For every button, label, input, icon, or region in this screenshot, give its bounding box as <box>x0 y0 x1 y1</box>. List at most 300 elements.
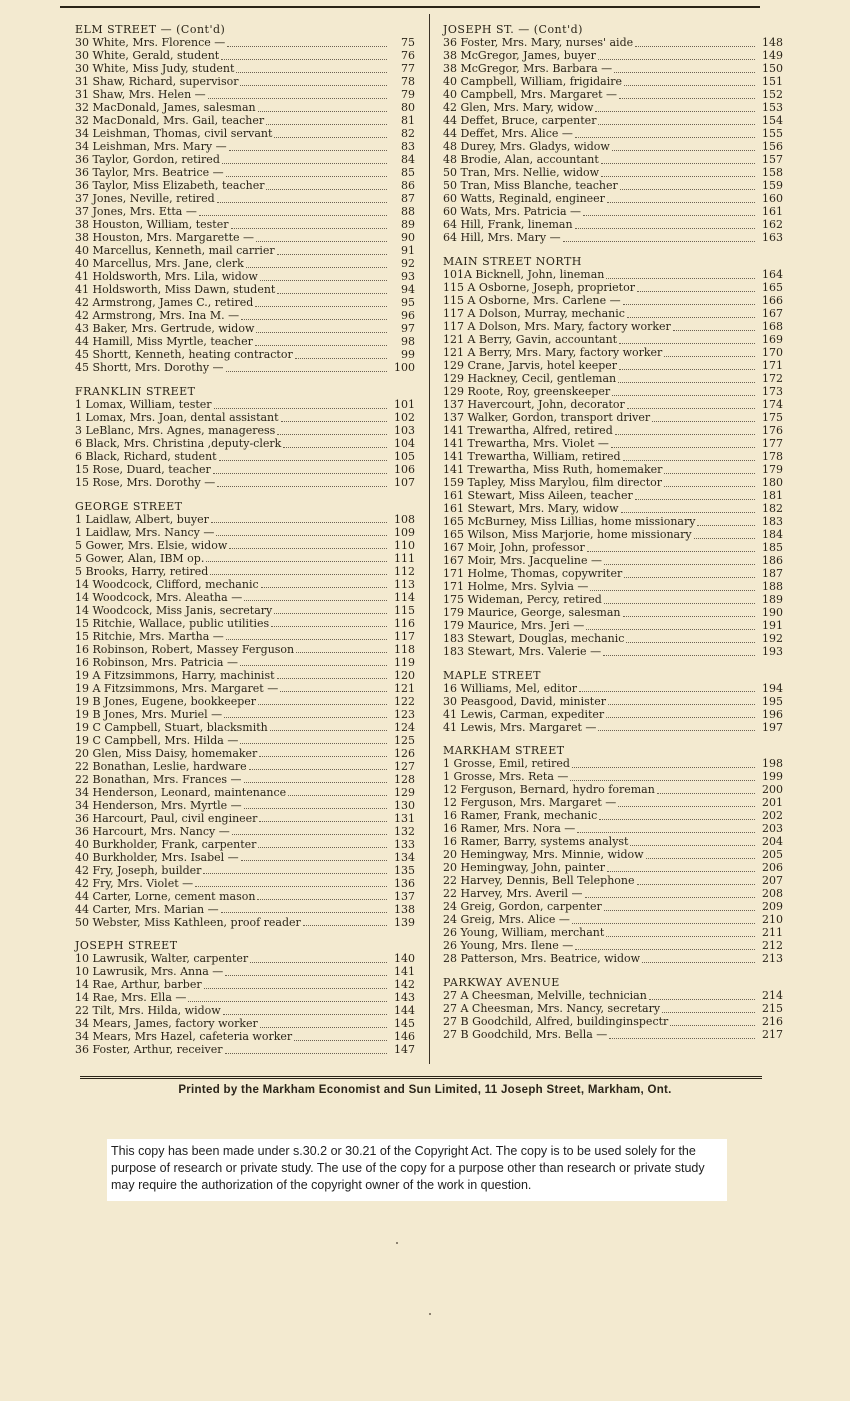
entry-name: 1 Laidlaw, Albert, buyer <box>75 513 209 526</box>
directory-entry <box>75 154 415 167</box>
entry-number: 155 <box>762 127 783 140</box>
entry-name: 14 Woodcock, Miss Janis, secretary <box>75 604 273 617</box>
dot-leader <box>620 180 755 190</box>
entry-name: 42 Armstrong, Mrs. Ina M. — <box>75 310 240 322</box>
directory-entry <box>75 258 415 271</box>
directory-entry <box>75 336 415 349</box>
directory-entry <box>75 451 415 464</box>
entry-number: 210 <box>762 913 783 927</box>
dot-leader <box>583 206 755 216</box>
directory-entry <box>75 773 415 786</box>
entry-number: 197 <box>762 720 783 734</box>
dot-leader <box>266 115 387 125</box>
entry-name: 48 Brodie, Alan, accountant <box>443 154 599 166</box>
entry-number: 90 <box>401 231 415 244</box>
dot-leader <box>563 232 755 242</box>
entry-name: 179 Maurice, Mrs. Jeri — <box>443 619 585 632</box>
entry-name: 159 Tapley, Miss Marylou, film director <box>443 476 663 489</box>
dot-leader <box>673 321 755 331</box>
entry-name: 5 Gower, Alan, IBM op. <box>75 552 205 565</box>
entry-name: 19 A Fitzsimmons, Mrs. Margaret — <box>75 682 279 695</box>
entry-number: 97 <box>401 322 415 335</box>
entry-number: 151 <box>762 75 783 88</box>
entry-number: 112 <box>394 564 415 578</box>
entry-number: 206 <box>762 861 783 875</box>
dot-leader <box>624 568 755 578</box>
street-section <box>443 977 783 1042</box>
directory-entry <box>75 578 415 591</box>
entry-number: 199 <box>762 770 783 784</box>
dot-leader <box>258 838 387 848</box>
entry-name: 60 Watts, Reginald, engineer <box>443 193 605 205</box>
dot-leader <box>697 516 755 526</box>
entry-number: 178 <box>762 449 783 463</box>
entry-number: 99 <box>401 348 415 361</box>
dot-leader <box>604 555 755 565</box>
entry-number: 174 <box>762 397 783 411</box>
directory-entry <box>75 232 415 245</box>
dot-leader <box>225 1044 387 1054</box>
directory-entry <box>75 477 415 490</box>
entry-name: 50 Tran, Mrs. Nellie, widow <box>443 167 600 179</box>
directory-entry <box>443 180 783 193</box>
dot-leader <box>257 890 387 900</box>
entry-number: 149 <box>762 49 783 62</box>
dot-leader <box>217 193 387 203</box>
dot-leader <box>271 617 387 627</box>
entry-number: 145 <box>394 1017 415 1031</box>
entry-name: 115 A Osborne, Mrs. Carlene — <box>443 294 621 307</box>
entry-name: 27 A Cheesman, Melville, technician <box>443 990 647 1003</box>
directory-entry <box>443 810 783 823</box>
entry-name: 16 Ramer, Frank, mechanic <box>443 810 598 823</box>
directory-entry <box>443 128 783 141</box>
dot-leader <box>255 336 387 346</box>
directory-entry <box>443 76 783 89</box>
entry-name: 167 Moir, John, professor <box>443 541 585 554</box>
dot-leader <box>288 786 387 796</box>
dot-leader <box>607 193 755 203</box>
entry-number: 119 <box>394 655 415 669</box>
dot-leader <box>277 669 387 679</box>
directory-entry <box>75 812 415 825</box>
entry-number: 76 <box>401 49 415 62</box>
dot-leader <box>575 128 755 138</box>
directory-entry <box>75 219 415 232</box>
dot-leader <box>664 347 755 357</box>
dot-leader <box>601 167 755 177</box>
directory-entry <box>75 193 415 206</box>
entry-name: 27 A Cheesman, Mrs. Nancy, secretary <box>443 1003 661 1016</box>
directory-entry <box>443 823 783 836</box>
dot-leader <box>277 425 387 435</box>
dot-leader <box>249 760 387 770</box>
entry-name: 167 Moir, Mrs. Jacqueline — <box>443 554 602 567</box>
directory-entry <box>75 539 415 552</box>
directory-entry <box>443 451 783 464</box>
directory-entry <box>443 269 783 282</box>
entry-name: 41 Holdsworth, Miss Dawn, student <box>75 284 276 296</box>
dot-leader <box>577 823 755 833</box>
directory-entry <box>443 386 783 399</box>
footer-rule-bottom <box>80 1078 762 1079</box>
dot-leader <box>615 425 755 435</box>
entry-name: 22 Bonathan, Mrs. Frances — <box>75 773 242 786</box>
entry-number: 171 <box>762 358 783 372</box>
dot-leader <box>599 810 755 820</box>
entry-number: 166 <box>762 293 783 307</box>
dot-leader <box>199 206 387 216</box>
entry-name: 50 Tran, Miss Blanche, teacher <box>443 180 618 192</box>
entry-number: 125 <box>394 733 415 747</box>
entry-number: 182 <box>762 501 783 515</box>
entry-number: 102 <box>394 410 415 424</box>
directory-entry <box>75 786 415 799</box>
entry-name: 1 Laidlaw, Mrs. Nancy — <box>75 526 215 539</box>
entry-number: 169 <box>762 332 783 346</box>
entry-name: 30 Peasgood, David, minister <box>443 695 606 708</box>
entry-name: 137 Havercourt, John, decorator <box>443 398 625 411</box>
directory-entry <box>443 633 783 646</box>
entry-name: 44 Deffet, Bruce, carpenter <box>443 115 597 127</box>
directory-entry <box>443 516 783 529</box>
entry-name: 40 Campbell, Mrs. Margaret — <box>443 89 618 101</box>
directory-entry <box>443 321 783 334</box>
entry-name: 12 Ferguson, Mrs. Margaret — <box>443 797 617 810</box>
entry-name: 36 Foster, Arthur, receiver <box>75 1044 223 1057</box>
dot-leader <box>225 966 387 976</box>
entry-number: 164 <box>762 267 783 281</box>
entry-number: 146 <box>394 1030 415 1044</box>
directory-entry <box>75 916 415 929</box>
dot-leader <box>277 245 387 255</box>
entry-number: 161 <box>762 205 783 218</box>
entry-name: 40 Marcellus, Mrs. Jane, clerk <box>75 258 244 270</box>
entry-number: 86 <box>401 179 415 192</box>
dot-leader <box>240 76 387 86</box>
entry-name: 36 Foster, Mrs. Mary, nurses' aide <box>443 37 634 49</box>
directory-entry <box>75 89 415 102</box>
entry-name: 42 Glen, Mrs. Mary, widow <box>443 102 594 114</box>
directory-entry <box>443 888 783 901</box>
dot-leader <box>630 836 755 846</box>
dot-leader <box>224 708 387 718</box>
entry-name: 36 Taylor, Gordon, retired <box>75 154 220 166</box>
dot-leader <box>250 953 387 963</box>
dot-leader <box>604 594 755 604</box>
entry-name: 28 Patterson, Mrs. Beatrice, widow <box>443 953 641 966</box>
entry-name: 19 C Campbell, Mrs. Hilda — <box>75 734 239 747</box>
directory-entry <box>443 37 783 50</box>
entry-name: 34 Leishman, Mrs. Mary — <box>75 141 227 153</box>
street-heading: GEORGE STREET <box>75 499 183 513</box>
entry-number: 103 <box>394 423 415 437</box>
directory-entry <box>75 76 415 89</box>
entry-name: 22 Harvey, Mrs. Averil — <box>443 888 583 901</box>
entry-name: 41 Holdsworth, Mrs. Lila, widow <box>75 271 258 283</box>
directory-entry <box>443 849 783 862</box>
directory-entry <box>443 771 783 784</box>
directory-entry <box>75 617 415 630</box>
directory-entry <box>75 425 415 438</box>
entry-number: 170 <box>762 345 783 359</box>
directory-entry <box>443 373 783 386</box>
entry-number: 81 <box>401 114 415 127</box>
street-heading: PARKWAY AVENUE <box>443 976 560 990</box>
directory-entry <box>75 1044 415 1057</box>
entry-number: 180 <box>762 475 783 489</box>
entry-name: 36 Harcourt, Mrs. Nancy — <box>75 825 230 838</box>
street-section <box>75 24 415 375</box>
street-section <box>443 256 783 659</box>
entry-name: 37 Jones, Neville, retired <box>75 193 215 205</box>
entry-name: 5 Gower, Mrs. Elsie, widow <box>75 539 228 552</box>
entry-number: 173 <box>762 384 783 398</box>
entry-number: 115 <box>394 603 415 617</box>
directory-entry <box>75 565 415 578</box>
entry-name: 40 Burkholder, Frank, carpenter <box>75 838 257 851</box>
entry-name: 141 Trewartha, William, retired <box>443 450 621 463</box>
dot-leader <box>606 269 755 279</box>
entry-number: 78 <box>401 75 415 88</box>
dot-leader <box>585 888 755 898</box>
directory-entry <box>75 115 415 128</box>
top-rule <box>60 6 760 8</box>
dot-leader <box>221 903 387 913</box>
entry-name: 14 Woodcock, Mrs. Aleatha — <box>75 591 243 604</box>
entry-name: 38 McGregor, James, buyer <box>443 50 596 62</box>
entry-number: 191 <box>762 618 783 632</box>
entry-name: 44 Deffet, Mrs. Alice — <box>443 128 573 140</box>
dot-leader <box>614 63 755 73</box>
entry-name: 50 Webster, Miss Kathleen, proof reader <box>75 916 301 929</box>
entry-number: 188 <box>762 579 783 593</box>
dot-leader <box>664 477 755 487</box>
entry-number: 109 <box>394 525 415 539</box>
entry-number: 194 <box>762 681 783 695</box>
dot-leader <box>261 578 387 588</box>
entry-name: 36 Taylor, Mrs. Beatrice — <box>75 167 224 179</box>
dot-leader <box>216 526 387 536</box>
entry-name: 141 Trewartha, Mrs. Violet — <box>443 437 609 450</box>
directory-entry <box>443 990 783 1003</box>
dot-leader <box>296 643 387 653</box>
dot-leader <box>217 477 387 487</box>
entry-name: 41 Lewis, Mrs. Margaret — <box>443 721 597 734</box>
dot-leader <box>259 747 387 757</box>
entry-name: 42 Fry, Mrs. Violet — <box>75 877 194 890</box>
dot-leader <box>572 758 755 768</box>
directory-entry <box>443 901 783 914</box>
directory-entry <box>443 646 783 659</box>
entry-name: 24 Greig, Mrs. Alice — <box>443 914 570 927</box>
dot-leader <box>598 115 755 125</box>
dot-leader <box>694 529 755 539</box>
entry-number: 167 <box>762 306 783 320</box>
entry-number: 110 <box>394 538 415 552</box>
directory-entry <box>75 721 415 734</box>
dot-leader <box>258 102 387 112</box>
dot-leader <box>598 721 755 731</box>
directory-entry <box>75 890 415 903</box>
entry-name: 141 Trewartha, Miss Ruth, homemaker <box>443 463 663 476</box>
dot-leader <box>283 438 387 448</box>
dot-leader <box>586 620 755 630</box>
dot-leader <box>229 141 387 151</box>
directory-entry <box>443 141 783 154</box>
entry-number: 95 <box>401 296 415 309</box>
entry-name: 19 B Jones, Eugene, bookkeeper <box>75 695 257 708</box>
directory-entry <box>443 63 783 76</box>
dot-leader <box>219 451 387 461</box>
entry-name: 32 MacDonald, James, salesman <box>75 102 256 114</box>
entry-number: 189 <box>762 592 783 606</box>
entry-number: 195 <box>762 694 783 708</box>
entry-name: 12 Ferguson, Bernard, hydro foreman <box>443 784 655 797</box>
entry-number: 214 <box>762 989 783 1003</box>
entry-name: 48 Durey, Mrs. Gladys, widow <box>443 141 610 153</box>
street-section <box>443 745 783 966</box>
entry-name: 27 B Goodchild, Alfred, buildinginspectr <box>443 1016 669 1029</box>
entry-name: 38 Houston, William, tester <box>75 219 229 231</box>
entry-name: 117 A Dolson, Murray, mechanic <box>443 307 625 320</box>
entry-name: 129 Hackney, Cecil, gentleman <box>443 372 617 385</box>
directory-entry <box>75 734 415 747</box>
dot-leader <box>607 862 755 872</box>
dot-leader <box>606 708 755 718</box>
directory-entry <box>75 669 415 682</box>
directory-entry <box>443 167 783 180</box>
dot-leader <box>259 812 387 822</box>
entry-name: 64 Hill, Frank, lineman <box>443 219 573 231</box>
directory-entry <box>443 308 783 321</box>
directory-entry <box>443 503 783 516</box>
dot-leader <box>579 682 755 692</box>
dot-leader <box>590 581 755 591</box>
entry-name: 34 Henderson, Leonard, maintenance <box>75 786 287 799</box>
directory-entry <box>75 245 415 258</box>
paper-speck <box>429 1313 431 1315</box>
directory-entry <box>75 760 415 773</box>
directory-entry <box>443 464 783 477</box>
entry-name: 26 Young, William, merchant <box>443 927 605 940</box>
entry-name: 22 Harvey, Dennis, Bell Telephone <box>443 875 635 888</box>
dot-leader <box>206 552 387 562</box>
directory-entry <box>75 708 415 721</box>
entry-number: 216 <box>762 1015 783 1029</box>
entry-number: 85 <box>401 166 415 179</box>
dot-leader <box>229 539 387 549</box>
entry-name: 16 Ramer, Barry, systems analyst <box>443 836 629 849</box>
entry-number: 203 <box>762 822 783 836</box>
dot-leader <box>232 825 387 835</box>
entry-name: 45 Shortt, Mrs. Dorothy — <box>75 362 224 374</box>
directory-entry <box>443 438 783 451</box>
entry-number: 153 <box>762 101 783 114</box>
directory-entry <box>443 1003 783 1016</box>
entry-name: 175 Wideman, Percy, retired <box>443 593 602 606</box>
directory-entry <box>443 875 783 888</box>
entry-number: 202 <box>762 809 783 823</box>
dot-leader <box>260 271 387 281</box>
dot-leader <box>570 771 755 781</box>
entry-name: 1 Lomax, William, tester <box>75 398 212 411</box>
entry-number: 136 <box>394 876 415 890</box>
entry-number: 168 <box>762 319 783 333</box>
directory-entry <box>443 581 783 594</box>
dot-leader <box>195 877 387 887</box>
dot-leader <box>619 360 755 370</box>
entry-number: 129 <box>394 785 415 799</box>
entry-name: 30 White, Miss Judy, student <box>75 63 235 75</box>
directory-entry <box>75 513 415 526</box>
directory-entry <box>75 992 415 1005</box>
dot-leader <box>635 37 755 47</box>
entry-number: 84 <box>401 153 415 166</box>
dot-leader <box>657 784 755 794</box>
entry-number: 177 <box>762 436 783 450</box>
entry-name: 20 Hemingway, John, painter <box>443 862 605 875</box>
directory-entry <box>75 206 415 219</box>
directory-entry <box>443 708 783 721</box>
entry-name: 19 A Fitzsimmons, Harry, machinist <box>75 669 275 682</box>
directory-entry <box>75 851 415 864</box>
dot-leader <box>604 901 755 911</box>
entry-number: 200 <box>762 783 783 797</box>
dot-leader <box>662 1003 755 1013</box>
entry-name: 101A Bicknell, John, lineman <box>443 268 605 281</box>
dot-leader <box>295 349 387 359</box>
dot-leader <box>255 297 387 307</box>
directory-entry <box>75 297 415 310</box>
entry-number: 91 <box>401 244 415 257</box>
dot-leader <box>623 451 755 461</box>
dot-leader <box>211 513 387 523</box>
dot-leader <box>221 50 387 60</box>
dot-leader <box>210 565 387 575</box>
entry-name: 14 Woodcock, Clifford, mechanic <box>75 578 259 591</box>
street-section <box>443 24 783 245</box>
printer-credit: Printed by the Markham Economist and Sun Limited, 11 Joseph Street, Markham, Ont. <box>178 1084 672 1096</box>
directory-entry <box>75 412 415 425</box>
entry-number: 201 <box>762 796 783 810</box>
dot-leader <box>256 232 387 242</box>
dot-leader <box>244 591 387 601</box>
directory-entry <box>443 927 783 940</box>
entry-name: 171 Holme, Mrs. Sylvia — <box>443 580 589 593</box>
entry-number: 135 <box>394 863 415 877</box>
entry-number: 175 <box>762 410 783 424</box>
entry-name: 30 White, Mrs. Florence — <box>75 37 226 49</box>
dot-leader <box>627 399 755 409</box>
directory-entry <box>443 940 783 953</box>
entry-number: 156 <box>762 140 783 153</box>
entry-number: 111 <box>394 551 415 565</box>
dot-leader <box>626 633 755 643</box>
directory-entry <box>443 115 783 128</box>
entry-number: 193 <box>762 644 783 658</box>
entry-name: 32 MacDonald, Mrs. Gail, teacher <box>75 115 265 127</box>
entry-name: 137 Walker, Gordon, transport driver <box>443 411 651 424</box>
entry-number: 181 <box>762 488 783 502</box>
entry-number: 141 <box>394 965 415 979</box>
dot-leader <box>270 721 387 731</box>
directory-entry <box>75 838 415 851</box>
dot-leader <box>226 630 387 640</box>
entry-number: 114 <box>394 590 415 604</box>
entry-name: 14 Rae, Mrs. Ella — <box>75 992 187 1005</box>
directory-entry <box>75 50 415 63</box>
